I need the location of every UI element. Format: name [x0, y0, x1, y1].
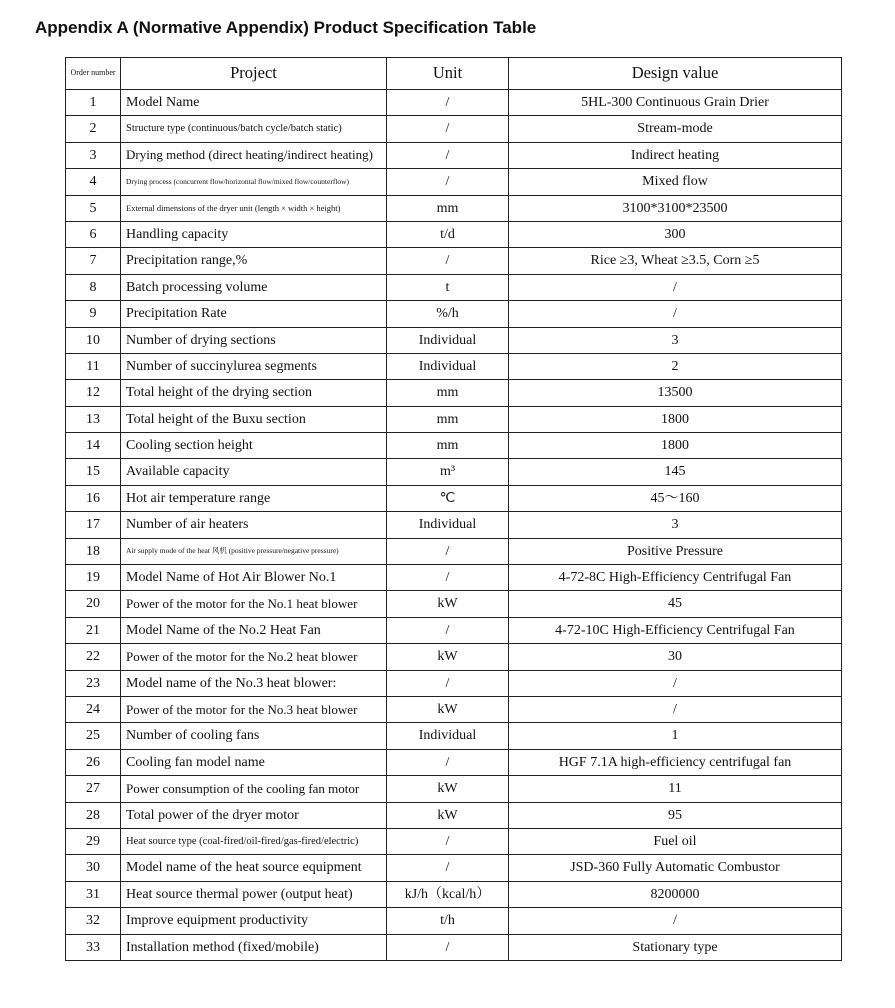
row-number: 7: [66, 248, 121, 274]
row-unit: /: [387, 670, 509, 696]
row-number: 28: [66, 802, 121, 828]
row-number: 20: [66, 591, 121, 617]
row-project: Number of air heaters: [121, 512, 387, 538]
row-project: Power of the motor for the No.3 heat blower: [121, 696, 387, 722]
row-number: 24: [66, 696, 121, 722]
row-design-value: 2: [509, 353, 842, 379]
table-row: [66, 644, 842, 670]
row-number: 31: [66, 881, 121, 907]
row-number: 11: [66, 353, 121, 379]
row-design-value: Positive Pressure: [509, 538, 842, 564]
row-project: Model name of the No.3 heat blower:: [121, 670, 387, 696]
row-project: Model Name: [121, 90, 387, 116]
row-design-value: /: [509, 301, 842, 327]
row-number: 27: [66, 776, 121, 802]
row-unit: /: [387, 90, 509, 116]
row-number: 13: [66, 406, 121, 432]
row-design-value: HGF 7.1A high-efficiency centrifugal fan: [509, 749, 842, 775]
row-project: Structure type (continuous/batch cycle/batch static): [121, 116, 387, 142]
row-design-value: Indirect heating: [509, 142, 842, 168]
row-design-value: 3100*3100*23500: [509, 195, 842, 221]
row-number: 30: [66, 855, 121, 881]
row-number: 4: [66, 169, 121, 195]
header-project: Project: [121, 58, 387, 90]
row-design-value: 95: [509, 802, 842, 828]
row-project: Precipitation range,%: [121, 248, 387, 274]
row-unit: Individual: [387, 327, 509, 353]
row-number: 10: [66, 327, 121, 353]
row-design-value: /: [509, 908, 842, 934]
row-project: Available capacity: [121, 459, 387, 485]
row-project: Batch processing volume: [121, 274, 387, 300]
row-unit: ℃: [387, 485, 509, 511]
row-unit: kW: [387, 776, 509, 802]
row-unit: t: [387, 274, 509, 300]
row-unit: kW: [387, 591, 509, 617]
row-unit: mm: [387, 406, 509, 432]
row-unit: /: [387, 169, 509, 195]
row-project: Air supply mode of the heat 风机 (positive pressure/negative pressure): [121, 538, 387, 564]
row-project: Power consumption of the cooling fan motor: [121, 776, 387, 802]
row-project: Number of cooling fans: [121, 723, 387, 749]
table-row: [66, 327, 842, 353]
table-row: [66, 485, 842, 511]
row-unit: /: [387, 116, 509, 142]
row-project: Number of drying sections: [121, 327, 387, 353]
row-design-value: 1800: [509, 406, 842, 432]
table-row: [66, 221, 842, 247]
row-design-value: 11: [509, 776, 842, 802]
row-number: 21: [66, 617, 121, 643]
row-project: Model Name of Hot Air Blower No.1: [121, 565, 387, 591]
table-row: [66, 169, 842, 195]
row-design-value: 300: [509, 221, 842, 247]
table-row: [66, 353, 842, 379]
table-header-row: [66, 58, 842, 90]
table-row: [66, 617, 842, 643]
table-row: [66, 90, 842, 116]
row-number: 12: [66, 380, 121, 406]
page-title: Appendix A (Normative Appendix) Product Specification Table: [35, 18, 537, 37]
table-row: [66, 802, 842, 828]
row-project: Heat source type (coal-fired/oil-fired/gas-fired/electric): [121, 828, 387, 854]
row-project: Drying process (concurrent flow/horizontal flow/mixed flow/counterflow): [121, 169, 387, 195]
table-row: [66, 406, 842, 432]
table-row: [66, 908, 842, 934]
table-row: [66, 934, 842, 960]
spec-table: [65, 57, 842, 961]
row-number: 18: [66, 538, 121, 564]
table-row: [66, 116, 842, 142]
row-project: Model Name of the No.2 Heat Fan: [121, 617, 387, 643]
row-unit: Individual: [387, 512, 509, 538]
row-project: Heat source thermal power (output heat): [121, 881, 387, 907]
row-design-value: 4-72-8C High-Efficiency Centrifugal Fan: [509, 565, 842, 591]
row-unit: mm: [387, 433, 509, 459]
row-number: 16: [66, 485, 121, 511]
row-unit: /: [387, 934, 509, 960]
table-row: [66, 723, 842, 749]
table-row: [66, 565, 842, 591]
row-number: 25: [66, 723, 121, 749]
table-row: [66, 828, 842, 854]
row-project: Power of the motor for the No.1 heat blower: [121, 591, 387, 617]
table-row: [66, 433, 842, 459]
table-row: [66, 696, 842, 722]
row-unit: /: [387, 749, 509, 775]
row-unit: /: [387, 565, 509, 591]
row-unit: Individual: [387, 723, 509, 749]
row-number: 1: [66, 90, 121, 116]
row-project: Cooling fan model name: [121, 749, 387, 775]
row-number: 6: [66, 221, 121, 247]
row-number: 9: [66, 301, 121, 327]
row-design-value: 13500: [509, 380, 842, 406]
row-project: Cooling section height: [121, 433, 387, 459]
row-design-value: 145: [509, 459, 842, 485]
table-row: [66, 301, 842, 327]
row-number: 22: [66, 644, 121, 670]
table-row: [66, 142, 842, 168]
row-project: Hot air temperature range: [121, 485, 387, 511]
table-row: [66, 512, 842, 538]
row-design-value: 45: [509, 591, 842, 617]
table-row: [66, 380, 842, 406]
row-design-value: 5HL-300 Continuous Grain Drier: [509, 90, 842, 116]
row-design-value: /: [509, 696, 842, 722]
table-row: [66, 591, 842, 617]
row-number: 14: [66, 433, 121, 459]
row-unit: t/h: [387, 908, 509, 934]
header-order-number: Order number: [66, 58, 121, 90]
header-design-value: Design value: [509, 58, 842, 90]
row-number: 8: [66, 274, 121, 300]
row-unit: /: [387, 828, 509, 854]
table-row: [66, 459, 842, 485]
row-number: 26: [66, 749, 121, 775]
row-design-value: /: [509, 670, 842, 696]
row-number: 19: [66, 565, 121, 591]
row-project: Total height of the Buxu section: [121, 406, 387, 432]
row-number: 32: [66, 908, 121, 934]
row-project: External dimensions of the dryer unit (length × width × height): [121, 195, 387, 221]
row-design-value: 45～160: [509, 485, 842, 511]
row-design-value: /: [509, 274, 842, 300]
row-project: Installation method (fixed/mobile): [121, 934, 387, 960]
row-design-value: 1800: [509, 433, 842, 459]
row-unit: kW: [387, 644, 509, 670]
row-project: Model name of the heat source equipment: [121, 855, 387, 881]
row-unit: /: [387, 538, 509, 564]
table-row: [66, 538, 842, 564]
row-design-value: JSD-360 Fully Automatic Combustor: [509, 855, 842, 881]
row-project: Handling capacity: [121, 221, 387, 247]
row-number: 33: [66, 934, 121, 960]
row-project: Total height of the drying section: [121, 380, 387, 406]
row-unit: t/d: [387, 221, 509, 247]
row-design-value: Stationary type: [509, 934, 842, 960]
row-unit: /: [387, 248, 509, 274]
table-row: [66, 195, 842, 221]
row-number: 15: [66, 459, 121, 485]
row-project: Power of the motor for the No.2 heat blower: [121, 644, 387, 670]
row-design-value: 3: [509, 327, 842, 353]
table-row: [66, 855, 842, 881]
row-number: 2: [66, 116, 121, 142]
row-unit: Individual: [387, 353, 509, 379]
row-design-value: Mixed flow: [509, 169, 842, 195]
table-body: [66, 90, 842, 961]
row-design-value: 8200000: [509, 881, 842, 907]
table-row: [66, 670, 842, 696]
row-unit: kW: [387, 802, 509, 828]
row-number: 5: [66, 195, 121, 221]
row-project: Number of succinylurea segments: [121, 353, 387, 379]
row-design-value: Stream-mode: [509, 116, 842, 142]
row-unit: /: [387, 855, 509, 881]
row-unit: mm: [387, 380, 509, 406]
row-unit: kW: [387, 696, 509, 722]
table-row: [66, 274, 842, 300]
row-design-value: Fuel oil: [509, 828, 842, 854]
row-unit: %/h: [387, 301, 509, 327]
row-project: Drying method (direct heating/indirect heating): [121, 142, 387, 168]
row-unit: mm: [387, 195, 509, 221]
row-design-value: 3: [509, 512, 842, 538]
row-unit: /: [387, 142, 509, 168]
row-design-value: 30: [509, 644, 842, 670]
row-project: Improve equipment productivity: [121, 908, 387, 934]
table-row: [66, 776, 842, 802]
table-row: [66, 749, 842, 775]
header-unit: Unit: [387, 58, 509, 90]
row-design-value: 4-72-10C High-Efficiency Centrifugal Fan: [509, 617, 842, 643]
row-number: 29: [66, 828, 121, 854]
row-design-value: Rice ≥3, Wheat ≥3.5, Corn ≥5: [509, 248, 842, 274]
row-number: 17: [66, 512, 121, 538]
row-design-value: 1: [509, 723, 842, 749]
row-project: Precipitation Rate: [121, 301, 387, 327]
table-row: [66, 881, 842, 907]
row-unit: /: [387, 617, 509, 643]
row-project: Total power of the dryer motor: [121, 802, 387, 828]
row-unit: kJ/h（kcal/h）: [387, 881, 509, 907]
row-number: 23: [66, 670, 121, 696]
row-unit: m³: [387, 459, 509, 485]
row-number: 3: [66, 142, 121, 168]
table-row: [66, 248, 842, 274]
